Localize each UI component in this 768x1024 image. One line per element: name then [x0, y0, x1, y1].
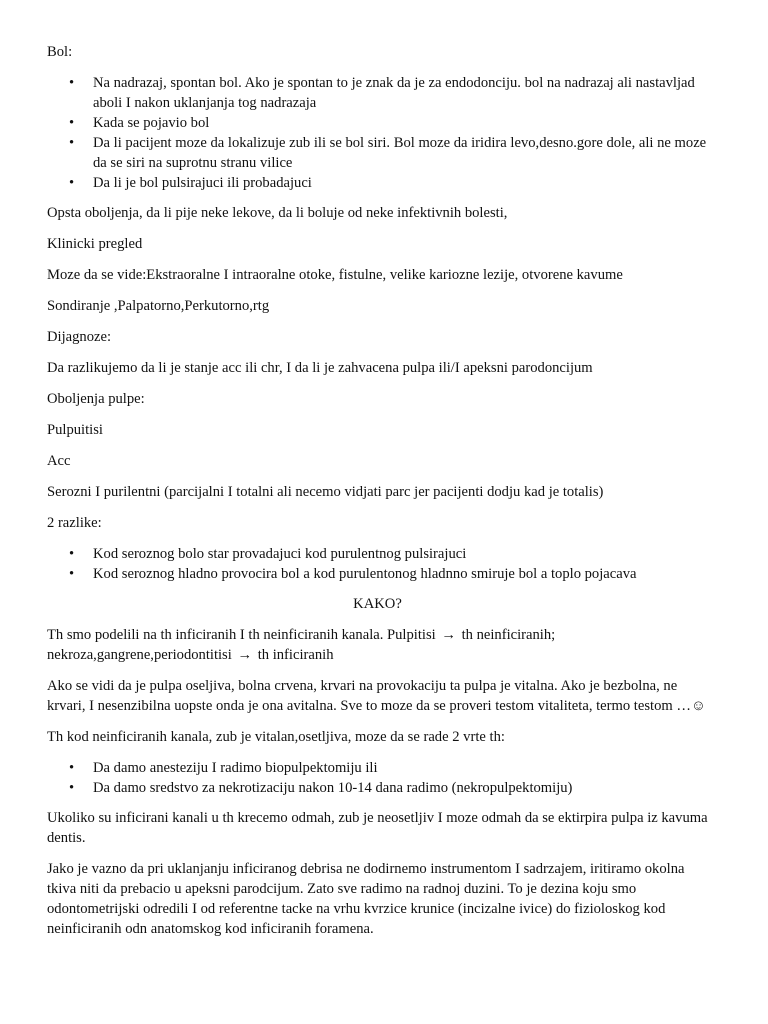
list-razlike: [47, 544, 708, 584]
list-item-text: Da damo sredstvo za nekrotizaciju nakon 10-14 dana radimo (nekropulpektomiju): [93, 780, 573, 796]
list-item: [47, 564, 708, 584]
list-item: [47, 758, 708, 778]
paragraph-ukoliko: Ukoliko su inficirani kanali u th krecemo odmah, zub je neosetljiv I moze odmah da se ektirpira pulpa iz kavuma dentis.: [47, 810, 708, 846]
list-item-text: Da li pacijent moze da lokalizuje zub ili se bol siri. Bol moze da iridira levo,desno.gore dole, ali ne moze da se siri na suprotnu stranu vilice: [93, 135, 707, 171]
paragraph-dijagnoze: Dijagnoze:: [47, 329, 112, 345]
paragraph-th-kod: Th kod neinficiranih kanala, zub je vitalan,osetljiva, moze da se rade 2 vrte th:: [47, 729, 505, 745]
bullet-icon: •: [69, 546, 75, 562]
list-item-text: Kod seroznog hladno provocira bol a kod purulentonog hladnno smiruje bol a toplo pojacava: [93, 566, 637, 582]
list-item: [47, 113, 708, 133]
paragraph-th-podela: [47, 625, 708, 665]
bullet-icon: •: [69, 780, 75, 796]
bullet-icon: •: [69, 75, 75, 91]
paragraph-razlike: 2 razlike:: [47, 515, 102, 531]
heading-bol: Bol:: [47, 44, 73, 60]
th-text-a: Th smo podelili na th inficiranih I th neinficiranih kanala. Pulpitisi: [47, 627, 436, 643]
list-item-text: Kada se pojavio bol: [93, 115, 210, 131]
bullet-icon: •: [69, 115, 75, 131]
list-item: [47, 778, 708, 798]
paragraph-serozni: Serozni I purilentni (parcijalni I totalni ali necemo vidjati parc jer pacijenti dodju kad je totalis): [47, 484, 604, 500]
bullet-icon: •: [69, 175, 75, 191]
paragraph-sondiranje: Sondiranje ,Palpatorno,Perkutorno,rtg: [47, 298, 270, 314]
list-bol: [47, 73, 708, 193]
heading-kako: KAKO?: [353, 596, 402, 612]
list-item-text: Na nadrazaj, spontan bol. Ako je spontan to je znak da je za endodonciju. bol na nadrazaj ali nastavljad aboli I nakon uklanjanja tog nadrazaja: [93, 75, 695, 111]
th-text-d: th inficiranih: [257, 647, 334, 663]
paragraph-moze: Moze da se vide:Ekstraoralne I intraoralne otoke, fistulne, velike kariozne lezije, otvorene kavume: [47, 267, 623, 283]
list-item-text: Da damo anesteziju I radimo biopulpektomiju ili: [93, 760, 378, 776]
list-item-text: Kod seroznog bolo star provadajuci kod purulentnog pulsirajuci: [93, 546, 467, 562]
th-text-c: nekroza,gangrene,periodontitisi: [47, 647, 232, 663]
list-item: [47, 133, 708, 173]
arrow-right-icon: →: [441, 627, 456, 643]
paragraph-oboljenja: Oboljenja pulpe:: [47, 391, 145, 407]
paragraph-opsta: Opsta oboljenja, da li pije neke lekove, da li boluje od neke infektivnih bolesti,: [47, 205, 508, 221]
paragraph-jako: Jako je vazno da pri uklanjanju inficiranog debrisa ne dodirnemo instrumentom I sadrzajem, iritiramo okolna tkiva niti da prebacio u apeksni parodcijum. Zato sve radimo na radnoj duzini. To je dezina koju smo odontometrijski odredili I od referentne tacke na vrhu kvrzice krunice (incizalne ivice) do fizioloskog kod neinficiranih odn anatomskog kod inficiranih foramena.: [47, 861, 685, 937]
list-item-text: Da li je bol pulsirajuci ili probadajuci: [93, 175, 312, 191]
arrow-right-icon: →: [237, 647, 253, 663]
list-th: [47, 758, 708, 798]
paragraph-pulpuitisi: Pulpuitisi: [47, 422, 103, 438]
th-text-b: th neinficiranih;: [461, 627, 556, 643]
paragraph-acc: Acc: [47, 453, 71, 469]
list-item: [47, 544, 708, 564]
paragraph-klinicki: Klinicki pregled: [47, 236, 143, 252]
bullet-icon: •: [69, 760, 75, 776]
bullet-icon: •: [69, 135, 75, 151]
list-item: [47, 73, 708, 113]
paragraph-razlikujemo: Da razlikujemo da li je stanje acc ili chr, I da li je zahvacena pulpa ili/I apeksni parodoncijum: [47, 360, 593, 376]
bullet-icon: •: [69, 566, 75, 582]
paragraph-ako: Ako se vidi da je pulpa oseljiva, bolna crvena, krvari na provokaciju ta pulpa je vitalna. Ako je bezbolna, ne krvari, I nesenzibilna uopste onda je ona avitalna. Sve to moze da se proveri testom vitaliteta, termo testom …☺: [47, 678, 706, 714]
list-item: [47, 173, 708, 193]
